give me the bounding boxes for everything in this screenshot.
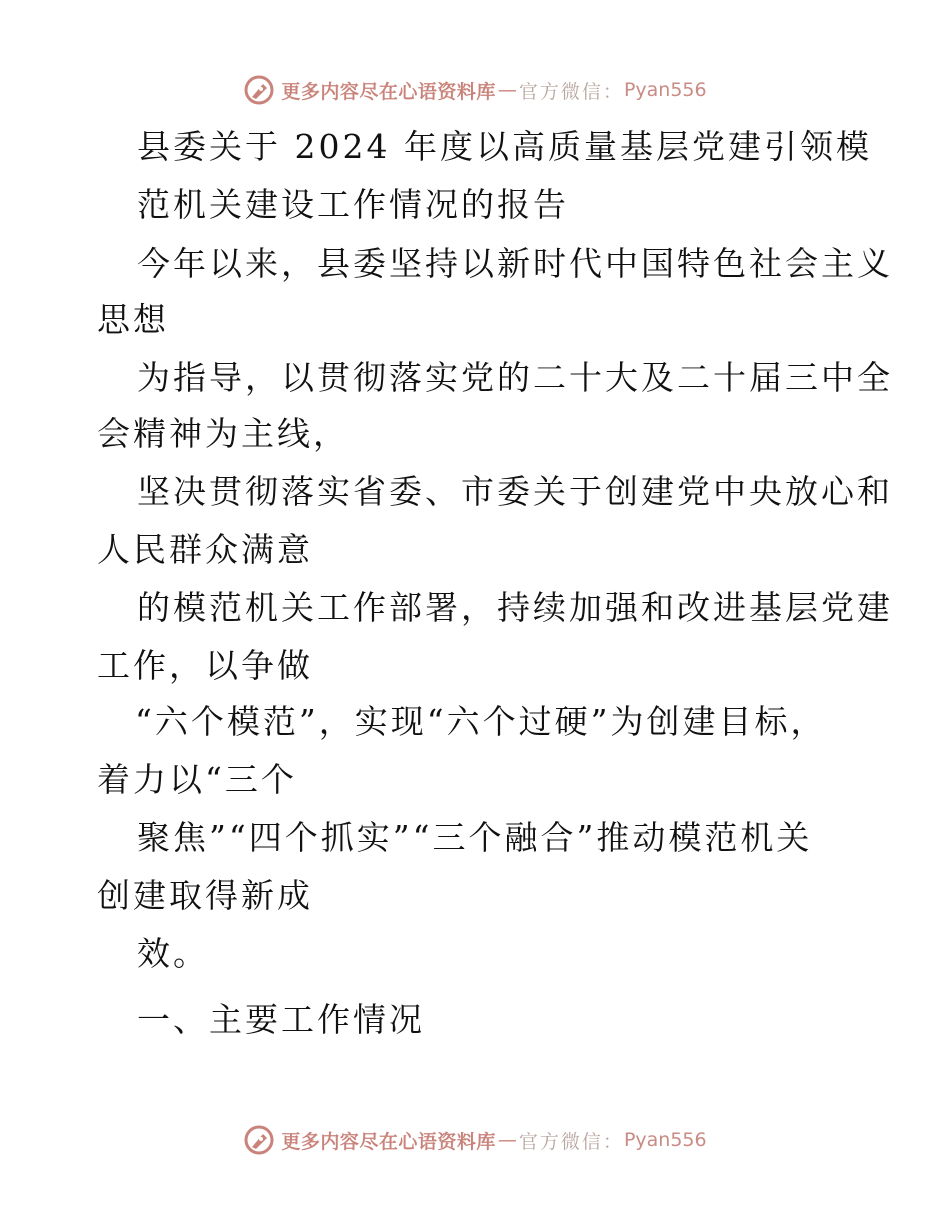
paragraph-line: 今年以来，县委坚持以新时代中国特色社会主义 xyxy=(137,244,893,283)
paragraph-line: 思想 xyxy=(97,300,169,339)
watermark-wechat-id: Pyan556 xyxy=(623,1129,707,1151)
watermark-label: 官方微信： xyxy=(518,80,624,103)
document-title-line-1: 县委关于 2024 年度以高质量基层党建引领模 xyxy=(137,127,872,166)
watermark-dash: — xyxy=(497,79,517,101)
paragraph-line: 为指导，以贯彻落实党的二十大及二十届三中全 xyxy=(137,358,893,397)
footer-watermark xyxy=(0,1122,950,1158)
paragraph-line: 工作，以争做 xyxy=(97,646,313,685)
section-heading: 一、主要工作情况 xyxy=(137,1000,425,1039)
paragraph-line: 会精神为主线， xyxy=(97,414,349,453)
watermark-label: 官方微信： xyxy=(518,1130,624,1153)
paragraph-line: 人民群众满意 xyxy=(97,530,313,569)
paragraph-line: 着力以“三个 xyxy=(97,760,297,799)
paragraph-line: 坚决贯彻落实省委、市委关于创建党中央放心和 xyxy=(137,472,893,511)
pen-nib-logo-icon xyxy=(243,74,275,106)
watermark-title: 更多内容尽在心语资料库 xyxy=(281,80,496,103)
watermark-dash: — xyxy=(497,1129,517,1151)
document-title-line-2: 范机关建设工作情况的报告 xyxy=(137,185,569,224)
paragraph-line: 创建取得新成 xyxy=(97,876,313,915)
watermark-title: 更多内容尽在心语资料库 xyxy=(281,1130,496,1153)
paragraph-line: 聚焦”“四个抓实”“三个融合”推动模范机关 xyxy=(137,818,813,857)
header-watermark xyxy=(0,72,950,108)
pen-nib-logo-icon xyxy=(243,1124,275,1156)
watermark-wechat-id: Pyan556 xyxy=(623,79,707,101)
paragraph-line: 的模范机关工作部署，持续加强和改进基层党建 xyxy=(137,588,893,627)
paragraph-line: “六个模范”，实现“六个过硬”为创建目标， xyxy=(135,702,827,741)
paragraph-line: 效。 xyxy=(137,934,209,973)
